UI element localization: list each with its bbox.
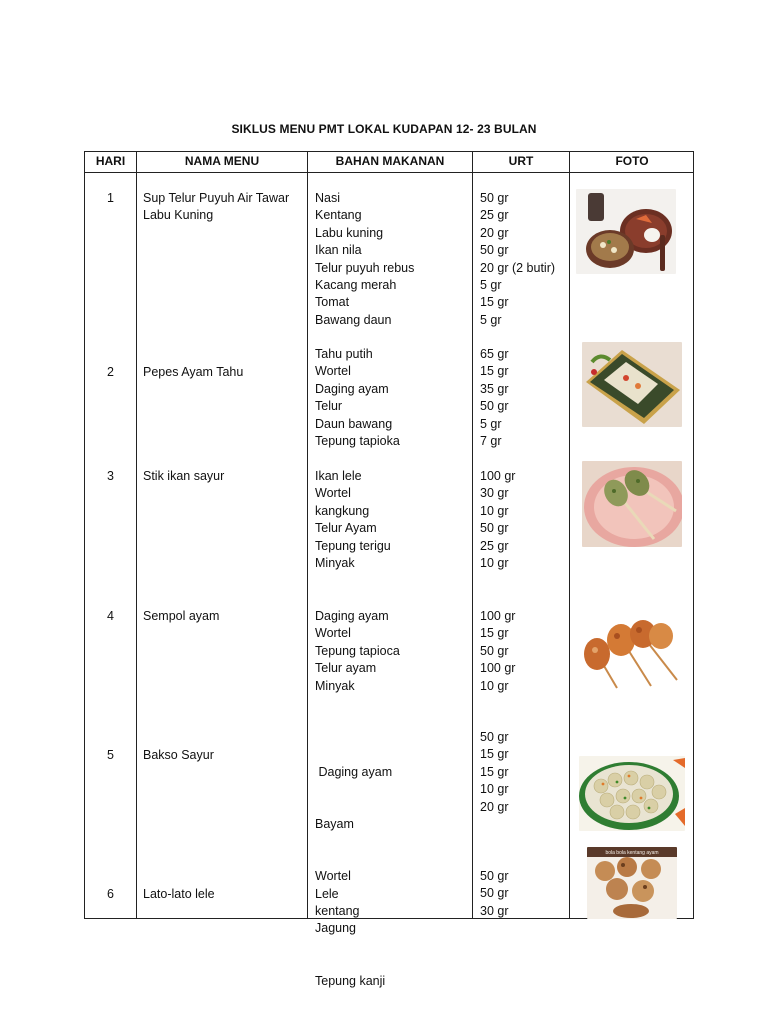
bahan-item: Daging ayam (315, 381, 389, 396)
column-divider (472, 152, 473, 918)
column-divider (307, 152, 308, 918)
urt-item: 50 gr (480, 869, 509, 883)
bahan-item: Wortel (315, 486, 351, 501)
menu-line: Labu Kuning (143, 208, 214, 223)
row-5-menu (143, 747, 214, 764)
header-nama-menu: NAMA MENU (184, 154, 260, 168)
column-divider (136, 152, 137, 918)
bahan-item: Telur (315, 399, 343, 414)
bahan-item: Kacang merah (315, 278, 397, 293)
bahan-item: Tepung tapioca (315, 643, 400, 658)
header-bahan-makanan: BAHAN MAKANAN (335, 154, 445, 168)
urt-item: 35 gr (480, 381, 509, 396)
menu-line: Pepes Ayam Tahu (143, 365, 244, 379)
urt-item: 5 gr (480, 278, 502, 293)
row-1-hari: 1 (107, 191, 114, 205)
bahan-item: Ikan nila (315, 243, 362, 258)
urt-item: 100 gr (480, 661, 516, 676)
bahan-item: Bawang daun (315, 312, 392, 327)
bahan-item: Tepung terigu (315, 538, 391, 553)
bahan-item: Wortel (315, 869, 351, 884)
bahan-item: Wortel (315, 626, 351, 641)
bahan-item: Jagung (315, 921, 357, 936)
urt-item: 100 gr (480, 469, 516, 483)
urt-item: 50 gr (480, 730, 509, 744)
urt-item: 10 gr (480, 678, 509, 693)
row-2-bahan (315, 346, 400, 450)
urt-item: 10 gr (480, 503, 509, 518)
lato-lato-photo (587, 847, 677, 919)
bahan-item: Tepung tapioka (315, 434, 400, 449)
urt-item: 15 gr (480, 295, 509, 310)
header-hari: HARI (95, 154, 126, 168)
bahan-item: Telur Ayam (315, 521, 377, 536)
urt-item: 10 gr (480, 782, 509, 797)
urt-item: 50 gr (480, 643, 509, 658)
pepes-photo (582, 342, 682, 427)
urt-item: 100 gr (480, 609, 516, 623)
urt-item: 50 gr (480, 521, 509, 536)
row-6-menu (143, 886, 215, 903)
photo-caption: bola bola kentang ayam (605, 850, 659, 856)
urt-item: 5 gr (480, 416, 502, 431)
row-3-bahan (315, 468, 391, 572)
bahan-item: Nasi (315, 191, 341, 205)
bahan-item: Tepung kanji (315, 973, 386, 988)
bahan-item: Bayam (315, 817, 354, 832)
bahan-item: Minyak (315, 556, 355, 571)
row-5-bahan (315, 729, 392, 1025)
header-urt: URT (508, 154, 534, 168)
menu-line: Bakso Sayur (143, 748, 214, 762)
header-foto: FOTO (615, 154, 649, 168)
urt-item: 15 gr (480, 764, 509, 779)
bahan-item: Lele (315, 887, 339, 901)
bahan-item: Kentang (315, 208, 362, 223)
row-2-menu (143, 364, 243, 381)
sempol-photo (577, 614, 683, 690)
bahan-item: Tomat (315, 295, 350, 310)
bahan-item: Daging ayam (315, 609, 389, 623)
bahan-item: Tahu putih (315, 347, 373, 361)
row-6-urt (480, 868, 509, 920)
urt-item: 15 gr (480, 626, 509, 641)
urt-item: 50 gr (480, 399, 509, 414)
bahan-item: Wortel (315, 364, 351, 379)
menu-table (84, 151, 694, 988)
row-1-bahan (315, 190, 414, 329)
urt-item: 30 gr (480, 486, 509, 501)
row-5-urt (480, 729, 509, 816)
menu-line: Sempol ayam (143, 609, 220, 623)
urt-item: 15 gr (480, 364, 509, 379)
urt-item: 20 gr (480, 799, 509, 814)
urt-item: 15 gr (480, 747, 509, 762)
column-divider (569, 152, 570, 918)
bahan-item: kangkung (315, 503, 370, 518)
row-4-bahan (315, 608, 400, 695)
urt-item: 7 gr (480, 434, 502, 449)
bahan-item: Telur puyuh rebus (315, 260, 415, 275)
row-4-hari: 4 (107, 609, 114, 623)
bahan-item: kentang (315, 904, 360, 919)
fish-stick-photo (582, 461, 682, 547)
row-6-hari: 6 (107, 887, 114, 901)
row-5-hari: 5 (107, 748, 114, 762)
urt-item: 25 gr (480, 538, 509, 553)
bahan-item: Telur ayam (315, 661, 377, 676)
bahan-item: Daging ayam (315, 764, 393, 779)
urt-item: 50 gr (480, 243, 509, 258)
row-1-urt (480, 190, 555, 329)
urt-item: 5 gr (480, 312, 502, 327)
soup-photo (576, 189, 676, 274)
bakso-photo (579, 756, 685, 831)
bahan-item: Daun bawang (315, 416, 393, 431)
row-3-hari: 3 (107, 469, 114, 483)
row-2-urt (480, 346, 509, 450)
page-title: SIKLUS MENU PMT LOKAL KUDAPAN 12- 23 BULAN (231, 122, 537, 136)
bahan-item: Labu kuning (315, 225, 384, 240)
urt-item: 10 gr (480, 556, 509, 571)
row-1-menu (143, 190, 289, 225)
bahan-item: Ikan lele (315, 469, 362, 483)
row-2-hari: 2 (107, 365, 114, 379)
urt-item: 50 gr (480, 886, 509, 901)
row-4-menu (143, 608, 219, 625)
urt-item: 20 gr (2 butir) (480, 260, 556, 275)
urt-item: 65 gr (480, 347, 509, 361)
urt-item: 30 gr (480, 903, 509, 918)
bahan-item: Minyak (315, 678, 355, 693)
row-4-urt (480, 608, 515, 695)
row-3-menu (143, 468, 224, 485)
urt-item: 50 gr (480, 191, 509, 205)
menu-line: Sup Telur Puyuh Air Tawar (143, 191, 290, 205)
menu-line: Lato-lato lele (143, 887, 215, 901)
row-6-bahan (315, 886, 359, 921)
menu-line: Stik ikan sayur (143, 469, 225, 483)
row-3-urt (480, 468, 515, 572)
urt-item: 20 gr (480, 225, 509, 240)
urt-item: 25 gr (480, 208, 509, 223)
